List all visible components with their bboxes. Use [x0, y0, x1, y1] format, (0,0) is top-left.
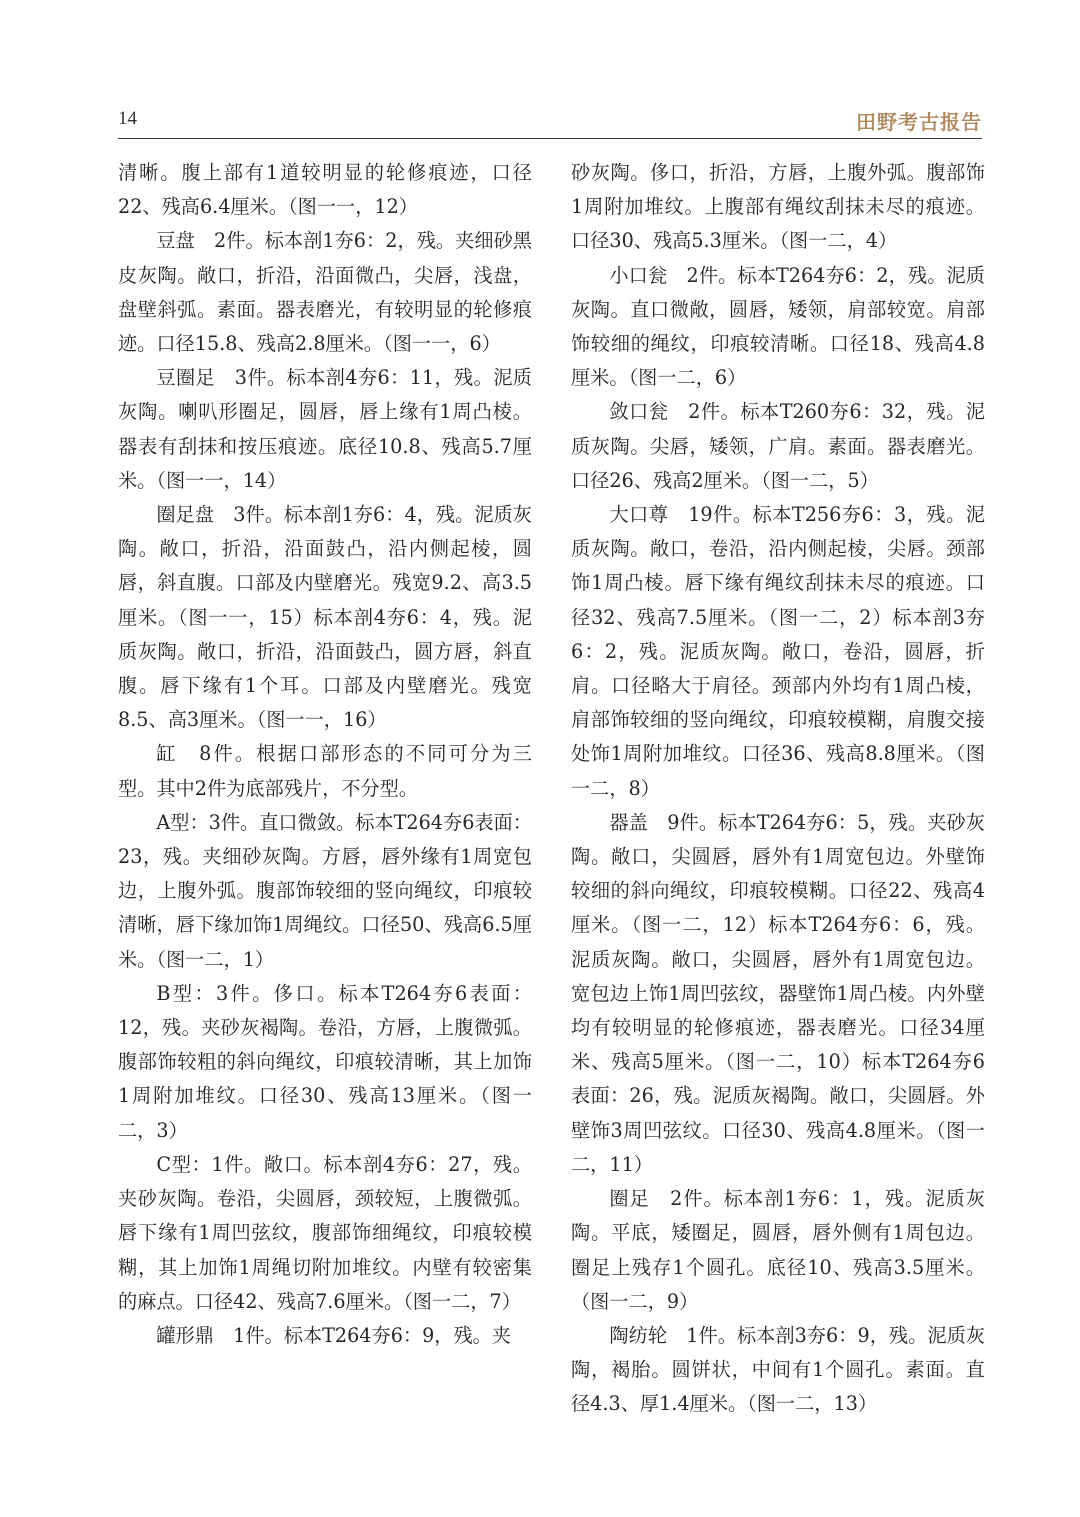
paragraph-continued: 砂灰陶。侈口，折沿，方唇，上腹外弧。腹部饰1周附加堆纹。上腹部有绳纹刮抹未尽的痕迹。口径30、残高5.3厘米。（图一二，4）	[571, 161, 985, 253]
paragraph-gang-type-a: A型：3件。直口微敛。标本T264夯6表面：23，残。夹细砂灰陶。方唇，唇外缘有1周宽包边，上腹外弧。腹部饰较细的竖向绳纹，印痕较清晰，唇下缘加饰1周绳纹。口径50、残高6.5厘米。（图一二，1）	[118, 810, 532, 971]
page-header	[118, 104, 982, 139]
paragraph-qi-gai: 器盖 9件。标本T264夯6：5，残。夹砂灰陶。敞口，尖圆唇，唇外有1周宽包边。外壁饰较细的斜向绳纹，印痕较模糊。口径22、残高4厘米。（图一二，12）标本T264夯6：6，残。泥质灰陶。敞口，尖圆唇，唇外有1周宽包边。宽包边上饰1周凹弦纹，器壁饰1周凸棱。内外壁均有较明显的轮修痕迹，器表磨光。口径34厘米、残高5厘米。（图一二，10）标本T264夯6表面：26，残。泥质灰褐陶。敞口，尖圆唇。外壁饰3周凹弦纹。口径30、残高4.8厘米。（图一二，11）	[571, 810, 985, 1176]
paragraph-quan-zu: 圈足 2件。标本剖1夯6：1，残。泥质灰陶。平底，矮圈足，圆唇，唇外侧有1周包边。圈足上残存1个圆孔。底径10、残高3.5厘米。（图一二，9）	[571, 1187, 985, 1313]
paragraph-quan-zu-pan: 圈足盘 3件。标本剖1夯6：4，残。泥质灰陶。敞口，折沿，沿面鼓凸，沿内侧起棱，圆唇，斜直腹。口部及内壁磨光。残宽9.2、高3.5厘米。（图一一，15）标本剖4夯6：4，残。泥质灰陶。敞口，折沿，沿面鼓凸，圆方唇，斜直腹。唇下缘有1个耳。口部及内壁磨光。残宽8.5、高3厘米。（图一一，16）	[118, 503, 532, 732]
journal-title: 田野考古报告	[856, 110, 982, 134]
paragraph-tao-fang-lun: 陶纺轮 1件。标本剖3夯6：9，残。泥质灰陶，褐胎。圆饼状，中间有1个圆孔。素面。直径4.3、厚1.4厘米。（图一二，13）	[571, 1323, 985, 1416]
paragraph-dou-quan-zu: 豆圈足 3件。标本剖4夯6：11，残。泥质灰陶。喇叭形圈足，圆唇，唇上缘有1周凸棱。器表有刮抹和按压痕迹。底径10.8、残高5.7厘米。（图一一，14）	[118, 366, 532, 492]
paragraph-gang-type-c: C型：1件。敞口。标本剖4夯6：27，残。夹砂灰陶。卷沿，尖圆唇，颈较短，上腹微弧。唇下缘有1周凹弦纹，腹部饰细绳纹，印痕较模糊，其上加饰1周绳切附加堆纹。内壁有较密集的麻点。口径42、残高7.6厘米。（图一二，7）	[118, 1152, 532, 1313]
paragraph-gang: 缸 8件。根据口部形态的不同可分为三型。其中2件为底部残片，不分型。	[118, 742, 532, 800]
paragraph-guan-xing-ding: 罐形鼎 1件。标本T264夯6：9，残。夹	[156, 1323, 512, 1347]
right-column	[571, 156, 985, 1422]
paragraph-xiao-kou-weng: 小口瓮 2件。标本T264夯6：2，残。泥质灰陶。直口微敞，圆唇，矮领，肩部较宽。肩部饰较细的绳纹，印痕较清晰。口径18、残高4.8厘米。（图一二，6）	[571, 263, 985, 390]
page-number: 14	[118, 108, 137, 129]
left-column	[118, 156, 532, 1353]
paragraph-gang-type-b: B型：3件。侈口。标本T264夯6表面：12，残。夹砂灰褐陶。卷沿，方唇，上腹微弧。腹部饰较粗的斜向绳纹，印痕较清晰，其上加饰1周附加堆纹。口径30、残高13厘米。（图一二，3）	[118, 981, 532, 1142]
paragraph-da-kou-zun: 大口尊 19件。标本T256夯6：3，残。泥质灰陶。敞口，卷沿，沿内侧起棱，尖唇。颈部饰1周凸棱。唇下缘有绳纹刮抹未尽的痕迹。口径32、残高7.5厘米。（图一二，2）标本剖3夯6：2，残。泥质灰陶。敞口，卷沿，圆唇，折肩。口径略大于肩径。颈部内外均有1周凸棱，肩部饰较细的竖向绳纹，印痕较模糊，肩腹交接处饰1周附加堆纹。口径36、残高8.8厘米。（图一二，8）	[571, 503, 985, 800]
paragraph-dou-pan: 豆盘 2件。标本剖1夯6：2，残。夹细砂黑皮灰陶。敞口，折沿，沿面微凸，尖唇，浅盘，盘壁斜弧。素面。器表磨光，有较明显的轮修痕迹。口径15.8、残高2.8厘米。（图一一，6）	[118, 229, 532, 356]
paragraph: 清晰。腹上部有1道较明显的轮修痕迹，口径22、残高6.4厘米。（图一一，12）	[118, 161, 532, 219]
paragraph-lian-kou-weng: 敛口瓮 2件。标本T260夯6：32，残。泥质灰陶。尖唇，矮领，广肩。素面。器表磨光。口径26、残高2厘米。（图一二，5）	[571, 400, 985, 492]
